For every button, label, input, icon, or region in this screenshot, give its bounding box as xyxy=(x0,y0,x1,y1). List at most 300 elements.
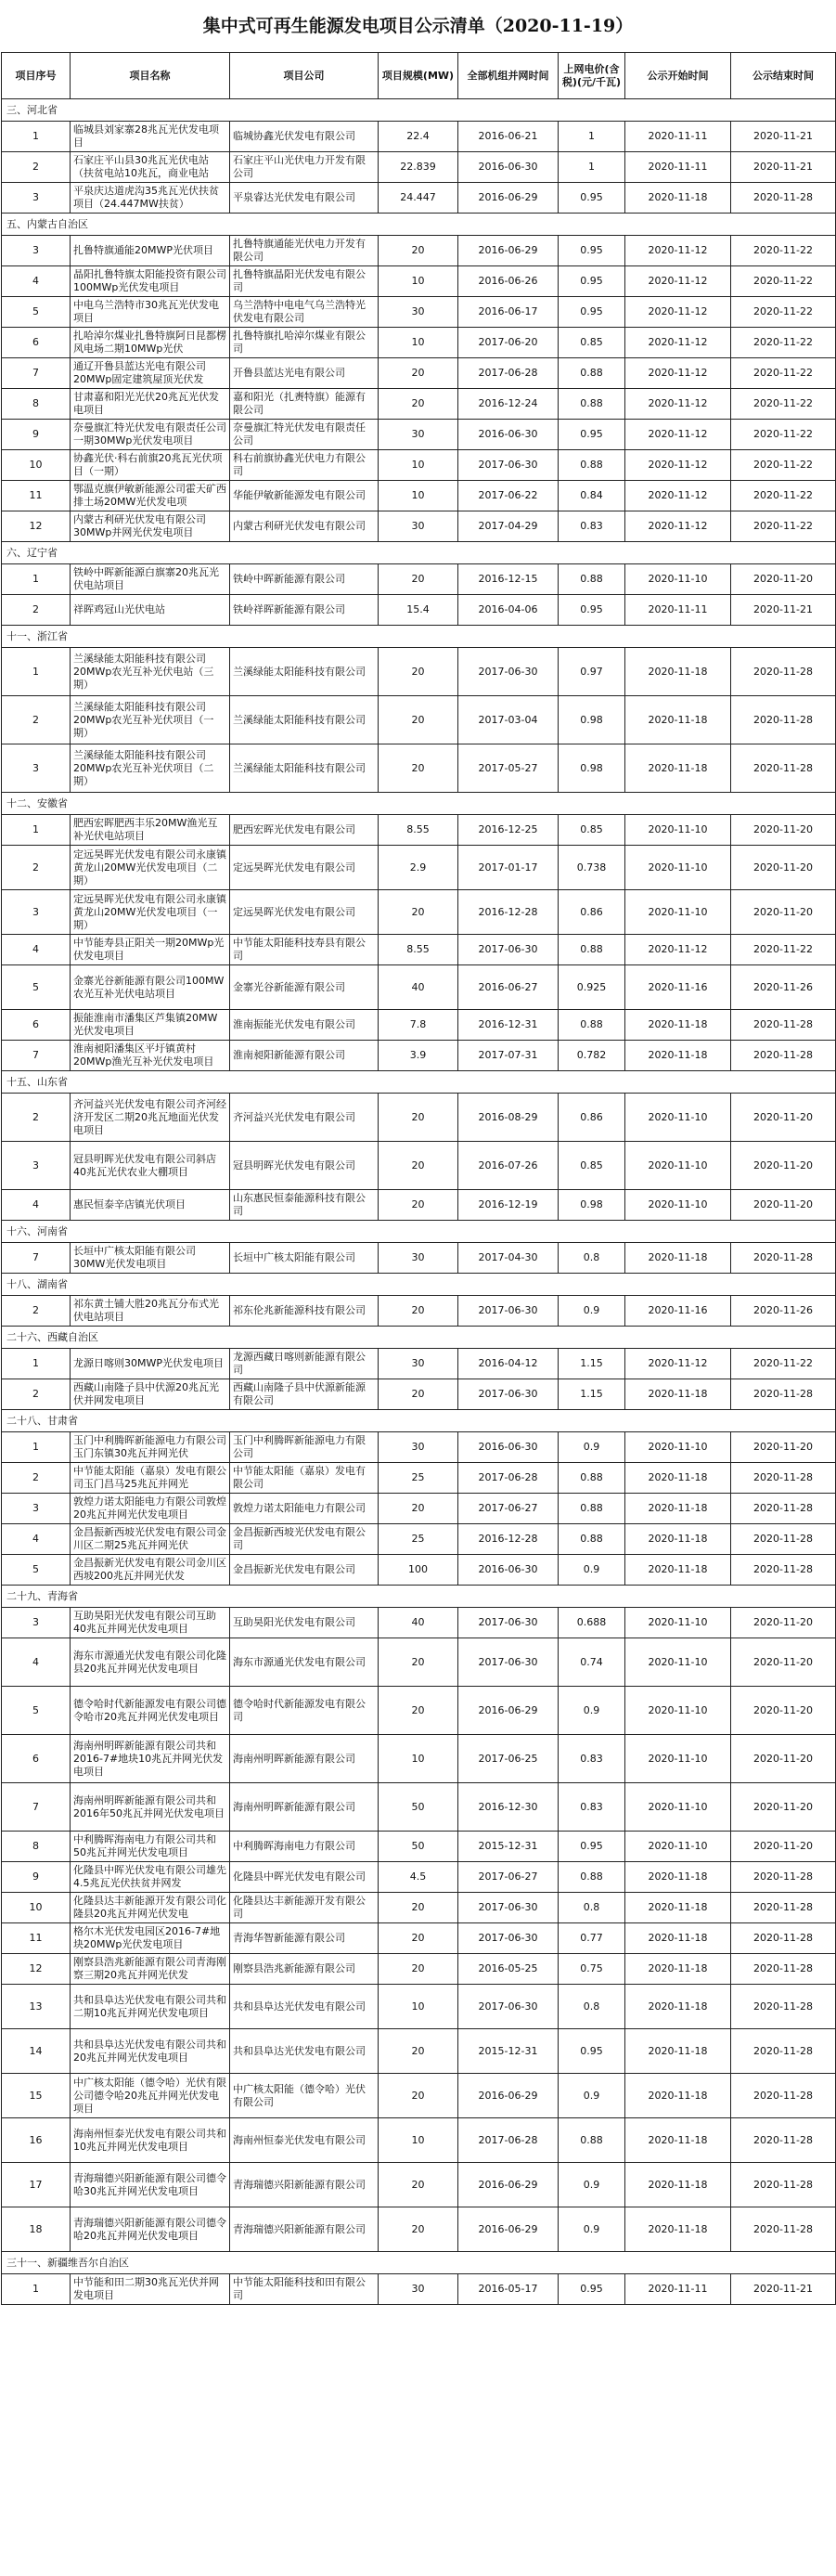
cell-start: 2020-11-18 xyxy=(625,1243,731,1274)
cell-end: 2020-11-28 xyxy=(731,1494,836,1524)
cell-company: 开鲁县蓝达光电有限公司 xyxy=(230,358,379,389)
cell-company: 中节能太阳能科技和田有限公司 xyxy=(230,2274,379,2305)
cell-no: 3 xyxy=(2,236,71,266)
table-row xyxy=(2,935,836,965)
cell-mw: 25 xyxy=(379,1463,458,1494)
cell-grid-time: 2017-06-28 xyxy=(458,358,559,389)
cell-grid-time: 2016-06-30 xyxy=(458,1555,559,1586)
cell-project-name: 扎哈淖尔煤业扎鲁特旗阿日昆都楞风电场二期10MWp光伏 xyxy=(71,328,230,358)
cell-project-name: 西藏山南隆子县中伏源20兆瓦光伏并网发电项目 xyxy=(71,1379,230,1410)
cell-price: 1 xyxy=(559,122,625,152)
cell-start: 2020-11-11 xyxy=(625,2274,731,2305)
cell-project-name: 通辽开鲁县蓝达光电有限公司20MWp固定建筑屋顶光伏发 xyxy=(71,358,230,389)
cell-start: 2020-11-12 xyxy=(625,328,731,358)
cell-end: 2020-11-21 xyxy=(731,122,836,152)
cell-grid-time: 2016-04-06 xyxy=(458,595,559,626)
table-row xyxy=(2,1296,836,1327)
cell-start: 2020-11-12 xyxy=(625,481,731,511)
cell-grid-time: 2016-12-25 xyxy=(458,815,559,846)
cell-end: 2020-11-22 xyxy=(731,266,836,297)
cell-start: 2020-11-12 xyxy=(625,511,731,542)
cell-mw: 30 xyxy=(379,1432,458,1463)
cell-company: 中节能太阳能科技寿县有限公司 xyxy=(230,935,379,965)
cell-company: 金寨光谷新能源有限公司 xyxy=(230,965,379,1010)
cell-project-name: 中节能太阳能（嘉泉）发电有限公司玉门昌马25兆瓦并网光 xyxy=(71,1463,230,1494)
cell-company: 中节能太阳能（嘉泉）发电有限公司 xyxy=(230,1463,379,1494)
table-row xyxy=(2,1379,836,1410)
province-row xyxy=(2,1221,836,1243)
cell-no: 11 xyxy=(2,481,71,511)
cell-start: 2020-11-12 xyxy=(625,297,731,328)
table-body xyxy=(2,99,836,2305)
cell-price: 0.925 xyxy=(559,965,625,1010)
cell-project-name: 长垣中广核太阳能有限公司30MW光伏发电项目 xyxy=(71,1243,230,1274)
table-row xyxy=(2,1923,836,1954)
cell-mw: 20 xyxy=(379,1142,458,1190)
cell-project-name: 中利腾晖海南电力有限公司共和50兆瓦并网光伏发电项目 xyxy=(71,1832,230,1862)
cell-grid-time: 2016-12-15 xyxy=(458,564,559,595)
cell-price: 0.97 xyxy=(559,648,625,696)
cell-company: 祁东伦兆新能源科技有限公司 xyxy=(230,1296,379,1327)
cell-project-name: 内蒙古利研光伏发电有限公司30MWp并网光伏发电项目 xyxy=(71,511,230,542)
cell-mw: 22.4 xyxy=(379,122,458,152)
cell-end: 2020-11-20 xyxy=(731,1094,836,1142)
cell-mw: 20 xyxy=(379,1296,458,1327)
cell-no: 16 xyxy=(2,2118,71,2163)
cell-project-name: 玉门中利腾晖新能源电力有限公司玉门东镇30兆瓦并网光伏 xyxy=(71,1432,230,1463)
table-row xyxy=(2,1463,836,1494)
province-label: 二十九、青海省 xyxy=(2,1586,836,1608)
cell-project-name: 齐河益兴光伏发电有限公司齐河经济开发区二期20兆瓦地面光伏发电项目 xyxy=(71,1094,230,1142)
table-row xyxy=(2,595,836,626)
province-label: 十八、湖南省 xyxy=(2,1274,836,1296)
cell-project-name: 扎鲁特旗通能20MWP光伏项目 xyxy=(71,236,230,266)
cell-end: 2020-11-20 xyxy=(731,1687,836,1735)
table-row xyxy=(2,328,836,358)
cell-grid-time: 2017-06-30 xyxy=(458,935,559,965)
cell-mw: 20 xyxy=(379,1379,458,1410)
cell-mw: 7.8 xyxy=(379,1010,458,1041)
cell-start: 2020-11-18 xyxy=(625,183,731,214)
cell-company: 青海瑞德兴阳新能源有限公司 xyxy=(230,2207,379,2252)
cell-mw: 20 xyxy=(379,564,458,595)
table-row xyxy=(2,420,836,450)
cell-company: 兰溪绿能太阳能科技有限公司 xyxy=(230,648,379,696)
province-label: 二十八、甘肃省 xyxy=(2,1410,836,1432)
table-row xyxy=(2,1010,836,1041)
cell-price: 0.8 xyxy=(559,1893,625,1923)
cell-grid-time: 2016-06-21 xyxy=(458,122,559,152)
cell-price: 0.88 xyxy=(559,1463,625,1494)
cell-grid-time: 2017-06-25 xyxy=(458,1735,559,1783)
cell-grid-time: 2016-06-27 xyxy=(458,965,559,1010)
cell-no: 15 xyxy=(2,2074,71,2118)
cell-mw: 20 xyxy=(379,1638,458,1687)
cell-grid-time: 2016-05-17 xyxy=(458,2274,559,2305)
cell-price: 0.75 xyxy=(559,1954,625,1985)
cell-project-name: 肥西宏晖肥西丰乐20MW渔光互补光伏电站项目 xyxy=(71,815,230,846)
cell-mw: 20 xyxy=(379,696,458,744)
cell-company: 中广核太阳能（德令哈）光伏有限公司 xyxy=(230,2074,379,2118)
cell-mw: 20 xyxy=(379,744,458,793)
cell-no: 4 xyxy=(2,1190,71,1221)
cell-project-name: 鄂温克旗伊敏新能源公司霍天矿西排土场20MW光伏发电项 xyxy=(71,481,230,511)
cell-grid-time: 2015-12-31 xyxy=(458,2029,559,2074)
province-row xyxy=(2,99,836,122)
cell-start: 2020-11-10 xyxy=(625,1190,731,1221)
cell-start: 2020-11-18 xyxy=(625,1954,731,1985)
cell-end: 2020-11-22 xyxy=(731,236,836,266)
cell-start: 2020-11-11 xyxy=(625,595,731,626)
cell-mw: 30 xyxy=(379,511,458,542)
cell-no: 9 xyxy=(2,1862,71,1893)
table-row xyxy=(2,1349,836,1379)
cell-start: 2020-11-18 xyxy=(625,2029,731,2074)
cell-project-name: 协鑫光伏·科右前旗20兆瓦光伏项目（一期） xyxy=(71,450,230,481)
cell-project-name: 中节能寿县正阳关一期20MWp光伏发电项目 xyxy=(71,935,230,965)
cell-mw: 10 xyxy=(379,266,458,297)
table-row xyxy=(2,152,836,183)
cell-start: 2020-11-18 xyxy=(625,1494,731,1524)
table-row xyxy=(2,564,836,595)
province-row xyxy=(2,626,836,648)
province-row xyxy=(2,1071,836,1094)
header-no: 项目序号 xyxy=(2,53,71,99)
cell-price: 0.9 xyxy=(559,2207,625,2252)
cell-grid-time: 2016-06-29 xyxy=(458,2207,559,2252)
cell-company: 铁岭中晖新能源有限公司 xyxy=(230,564,379,595)
cell-project-name: 共和县阜达光伏发电有限公司共和二期10兆瓦并网光伏发电项目 xyxy=(71,1985,230,2029)
province-label: 五、内蒙古自治区 xyxy=(2,214,836,236)
cell-price: 0.738 xyxy=(559,846,625,890)
province-label: 二十六、西藏自治区 xyxy=(2,1327,836,1349)
cell-mw: 20 xyxy=(379,236,458,266)
province-label: 三十一、新疆维吾尔自治区 xyxy=(2,2252,836,2274)
table-row xyxy=(2,2074,836,2118)
cell-no: 2 xyxy=(2,846,71,890)
cell-no: 18 xyxy=(2,2207,71,2252)
province-label: 三、河北省 xyxy=(2,99,836,122)
cell-no: 3 xyxy=(2,1142,71,1190)
cell-price: 0.88 xyxy=(559,2118,625,2163)
table-row xyxy=(2,266,836,297)
cell-grid-time: 2016-06-17 xyxy=(458,297,559,328)
cell-start: 2020-11-18 xyxy=(625,2207,731,2252)
cell-company: 共和县阜达光伏发电有限公司 xyxy=(230,1985,379,2029)
table-row xyxy=(2,1524,836,1555)
cell-grid-time: 2016-12-28 xyxy=(458,1524,559,1555)
cell-grid-time: 2016-06-29 xyxy=(458,1687,559,1735)
cell-price: 0.83 xyxy=(559,511,625,542)
cell-price: 0.8 xyxy=(559,1243,625,1274)
cell-price: 0.88 xyxy=(559,564,625,595)
cell-grid-time: 2017-06-30 xyxy=(458,648,559,696)
cell-end: 2020-11-22 xyxy=(731,328,836,358)
cell-price: 0.85 xyxy=(559,815,625,846)
table-row xyxy=(2,1190,836,1221)
cell-mw: 20 xyxy=(379,2207,458,2252)
cell-end: 2020-11-28 xyxy=(731,1555,836,1586)
cell-end: 2020-11-28 xyxy=(731,2207,836,2252)
header-grid-time: 全部机组并网时间 xyxy=(458,53,559,99)
cell-start: 2020-11-18 xyxy=(625,696,731,744)
cell-no: 4 xyxy=(2,266,71,297)
cell-mw: 20 xyxy=(379,648,458,696)
cell-price: 0.86 xyxy=(559,1094,625,1142)
cell-company: 中利腾晖海南电力有限公司 xyxy=(230,1832,379,1862)
cell-grid-time: 2016-12-24 xyxy=(458,389,559,420)
cell-mw: 40 xyxy=(379,1608,458,1638)
cell-mw: 20 xyxy=(379,1094,458,1142)
cell-grid-time: 2016-06-30 xyxy=(458,1432,559,1463)
cell-end: 2020-11-22 xyxy=(731,511,836,542)
cell-company: 兰溪绿能太阳能科技有限公司 xyxy=(230,744,379,793)
cell-no: 7 xyxy=(2,1783,71,1832)
cell-project-name: 共和县阜达光伏发电有限公司共和20兆瓦并网光伏发电项目 xyxy=(71,2029,230,2074)
cell-project-name: 铁岭中晖新能源白旗寨20兆瓦光伏电站项目 xyxy=(71,564,230,595)
cell-project-name: 金昌振新光伏发电有限公司金川区西坡200兆瓦并网光伏发 xyxy=(71,1555,230,1586)
cell-mw: 20 xyxy=(379,389,458,420)
cell-price: 0.83 xyxy=(559,1735,625,1783)
project-table xyxy=(1,52,836,2305)
cell-project-name: 互助昊阳光伏发电有限公司互助40兆瓦并网光伏发电项目 xyxy=(71,1608,230,1638)
cell-end: 2020-11-28 xyxy=(731,2118,836,2163)
cell-company: 金昌振新西坡光伏发电有限公司 xyxy=(230,1524,379,1555)
cell-price: 0.95 xyxy=(559,183,625,214)
table-row xyxy=(2,696,836,744)
cell-no: 5 xyxy=(2,1687,71,1735)
table-row xyxy=(2,1555,836,1586)
cell-no: 1 xyxy=(2,122,71,152)
cell-price: 0.77 xyxy=(559,1923,625,1954)
cell-project-name: 海南州明晖新能源有限公司共和2016-7#地块10兆瓦并网光伏发电项目 xyxy=(71,1735,230,1783)
cell-company: 山东惠民恒泰能源科技有限公司 xyxy=(230,1190,379,1221)
cell-company: 肥西宏晖光伏发电有限公司 xyxy=(230,815,379,846)
cell-project-name: 海南州明晖新能源有限公司共和2016年50兆瓦并网光伏发电项目 xyxy=(71,1783,230,1832)
cell-project-name: 甘肃嘉和阳光光伏20兆瓦光伏发电项目 xyxy=(71,389,230,420)
cell-no: 1 xyxy=(2,564,71,595)
cell-company: 龙源西藏日喀则新能源有限公司 xyxy=(230,1349,379,1379)
cell-mw: 10 xyxy=(379,481,458,511)
cell-company: 海东市源通光伏发电有限公司 xyxy=(230,1638,379,1687)
cell-no: 1 xyxy=(2,815,71,846)
cell-no: 14 xyxy=(2,2029,71,2074)
table-row xyxy=(2,1494,836,1524)
cell-no: 2 xyxy=(2,1296,71,1327)
cell-no: 5 xyxy=(2,965,71,1010)
cell-start: 2020-11-18 xyxy=(625,1555,731,1586)
cell-company: 玉门中利腾晖新能源电力有限公司 xyxy=(230,1432,379,1463)
cell-start: 2020-11-10 xyxy=(625,846,731,890)
table-row xyxy=(2,2029,836,2074)
cell-no: 7 xyxy=(2,1243,71,1274)
cell-company: 定远昊晖光伏发电有限公司 xyxy=(230,846,379,890)
cell-price: 0.85 xyxy=(559,328,625,358)
cell-end: 2020-11-22 xyxy=(731,389,836,420)
cell-mw: 20 xyxy=(379,1954,458,1985)
cell-no: 4 xyxy=(2,1638,71,1687)
cell-end: 2020-11-26 xyxy=(731,965,836,1010)
cell-project-name: 冠县明晖光伏发电有限公司斜店40兆瓦光伏农业大棚项目 xyxy=(71,1142,230,1190)
cell-no: 4 xyxy=(2,1524,71,1555)
cell-end: 2020-11-28 xyxy=(731,1379,836,1410)
cell-start: 2020-11-18 xyxy=(625,744,731,793)
cell-grid-time: 2017-06-28 xyxy=(458,2118,559,2163)
province-row xyxy=(2,793,836,815)
cell-end: 2020-11-28 xyxy=(731,183,836,214)
table-row xyxy=(2,744,836,793)
cell-company: 敦煌力诺太阳能电力有限公司 xyxy=(230,1494,379,1524)
cell-price: 0.95 xyxy=(559,2274,625,2305)
cell-price: 0.95 xyxy=(559,266,625,297)
cell-grid-time: 2017-04-30 xyxy=(458,1243,559,1274)
cell-grid-time: 2017-06-30 xyxy=(458,1923,559,1954)
cell-price: 0.9 xyxy=(559,1432,625,1463)
cell-mw: 15.4 xyxy=(379,595,458,626)
cell-mw: 30 xyxy=(379,1349,458,1379)
cell-mw: 30 xyxy=(379,2274,458,2305)
cell-start: 2020-11-12 xyxy=(625,935,731,965)
header-mw: 项目规模(MW) xyxy=(379,53,458,99)
cell-company: 化隆县中晖光伏发电有限公司 xyxy=(230,1862,379,1893)
cell-grid-time: 2017-06-30 xyxy=(458,1985,559,2029)
cell-no: 2 xyxy=(2,1094,71,1142)
table-row xyxy=(2,2274,836,2305)
cell-company: 扎鲁特旗扎哈淖尔煤业有限公司 xyxy=(230,328,379,358)
table-row xyxy=(2,1893,836,1923)
cell-no: 7 xyxy=(2,1041,71,1071)
cell-company: 刚察县浩兆新能源有限公司 xyxy=(230,1954,379,1985)
cell-project-name: 奈曼旗汇特光伏发电有限责任公司一期30MWp光伏发电项目 xyxy=(71,420,230,450)
cell-grid-time: 2016-12-28 xyxy=(458,890,559,935)
cell-grid-time: 2015-12-31 xyxy=(458,1832,559,1862)
cell-no: 1 xyxy=(2,1349,71,1379)
cell-price: 0.9 xyxy=(559,1555,625,1586)
cell-price: 0.95 xyxy=(559,595,625,626)
cell-price: 1.15 xyxy=(559,1349,625,1379)
cell-no: 5 xyxy=(2,1555,71,1586)
cell-no: 1 xyxy=(2,648,71,696)
cell-no: 2 xyxy=(2,595,71,626)
cell-grid-time: 2017-06-30 xyxy=(458,1638,559,1687)
cell-mw: 20 xyxy=(379,358,458,389)
cell-mw: 20 xyxy=(379,2074,458,2118)
cell-mw: 24.447 xyxy=(379,183,458,214)
cell-mw: 40 xyxy=(379,965,458,1010)
cell-grid-time: 2017-06-28 xyxy=(458,1463,559,1494)
cell-price: 0.98 xyxy=(559,744,625,793)
cell-end: 2020-11-20 xyxy=(731,1432,836,1463)
cell-no: 7 xyxy=(2,358,71,389)
cell-company: 乌兰浩特中电电气乌兰浩特光伏发电有限公司 xyxy=(230,297,379,328)
cell-start: 2020-11-18 xyxy=(625,1923,731,1954)
cell-mw: 30 xyxy=(379,297,458,328)
cell-mw: 20 xyxy=(379,1923,458,1954)
cell-mw: 30 xyxy=(379,420,458,450)
cell-mw: 8.55 xyxy=(379,935,458,965)
cell-project-name: 兰溪绿能太阳能科技有限公司20MWp农光互补光伏项目（一期） xyxy=(71,696,230,744)
cell-grid-time: 2017-06-22 xyxy=(458,481,559,511)
cell-project-name: 海东市源通光伏发电有限公司化隆县20兆瓦并网光伏发电项目 xyxy=(71,1638,230,1687)
cell-end: 2020-11-28 xyxy=(731,744,836,793)
cell-start: 2020-11-12 xyxy=(625,266,731,297)
cell-start: 2020-11-10 xyxy=(625,1142,731,1190)
cell-mw: 100 xyxy=(379,1555,458,1586)
cell-no: 1 xyxy=(2,2274,71,2305)
cell-end: 2020-11-28 xyxy=(731,1010,836,1041)
table-row xyxy=(2,1608,836,1638)
cell-price: 0.88 xyxy=(559,358,625,389)
cell-project-name: 格尔木光伏发电园区2016-7#地块20MWp光伏发电项目 xyxy=(71,1923,230,1954)
cell-end: 2020-11-20 xyxy=(731,846,836,890)
table-row xyxy=(2,1954,836,1985)
cell-company: 兰溪绿能太阳能科技有限公司 xyxy=(230,696,379,744)
cell-no: 17 xyxy=(2,2163,71,2207)
cell-project-name: 平泉庆达道虎沟35兆瓦光伏扶贫项目（24.447MW扶贫） xyxy=(71,183,230,214)
cell-no: 4 xyxy=(2,935,71,965)
cell-start: 2020-11-12 xyxy=(625,420,731,450)
cell-company: 内蒙古利研光伏发电有限公司 xyxy=(230,511,379,542)
table-row xyxy=(2,890,836,935)
cell-company: 化隆县达丰新能源开发有限公司 xyxy=(230,1893,379,1923)
cell-company: 德令哈时代新能源发电有限公司 xyxy=(230,1687,379,1735)
cell-grid-time: 2016-08-29 xyxy=(458,1094,559,1142)
cell-mw: 25 xyxy=(379,1524,458,1555)
cell-start: 2020-11-18 xyxy=(625,1041,731,1071)
cell-start: 2020-11-18 xyxy=(625,648,731,696)
cell-company: 淮南振能光伏发电有限公司 xyxy=(230,1010,379,1041)
cell-mw: 20 xyxy=(379,1893,458,1923)
cell-start: 2020-11-10 xyxy=(625,1783,731,1832)
cell-price: 1.15 xyxy=(559,1379,625,1410)
header-company: 项目公司 xyxy=(230,53,379,99)
cell-end: 2020-11-21 xyxy=(731,595,836,626)
cell-mw: 3.9 xyxy=(379,1041,458,1071)
table-row xyxy=(2,297,836,328)
cell-end: 2020-11-20 xyxy=(731,1608,836,1638)
table-row xyxy=(2,1243,836,1274)
cell-price: 0.88 xyxy=(559,935,625,965)
cell-company: 铁岭祥晖新能源有限公司 xyxy=(230,595,379,626)
cell-project-name: 石家庄平山县30兆瓦光伏电站（扶贫电站10兆瓦，商业电站 xyxy=(71,152,230,183)
province-row xyxy=(2,1327,836,1349)
cell-no: 8 xyxy=(2,1832,71,1862)
cell-start: 2020-11-10 xyxy=(625,815,731,846)
cell-start: 2020-11-16 xyxy=(625,965,731,1010)
cell-project-name: 淮南昶阳潘集区平圩镇黄村20MWp渔光互补光伏发电项目 xyxy=(71,1041,230,1071)
cell-end: 2020-11-28 xyxy=(731,1893,836,1923)
cell-project-name: 金昌振新西坡光伏发电有限公司金川区二期25兆瓦并网光伏 xyxy=(71,1524,230,1555)
table-row xyxy=(2,648,836,696)
cell-end: 2020-11-28 xyxy=(731,2163,836,2207)
province-label: 十一、浙江省 xyxy=(2,626,836,648)
cell-company: 华能伊敏新能源发电有限公司 xyxy=(230,481,379,511)
cell-mw: 10 xyxy=(379,450,458,481)
cell-start: 2020-11-10 xyxy=(625,1432,731,1463)
cell-start: 2020-11-10 xyxy=(625,1735,731,1783)
table-row xyxy=(2,1783,836,1832)
cell-price: 0.88 xyxy=(559,1524,625,1555)
cell-end: 2020-11-28 xyxy=(731,696,836,744)
cell-company: 青海华智新能源有限公司 xyxy=(230,1923,379,1954)
cell-mw: 10 xyxy=(379,1735,458,1783)
cell-grid-time: 2017-06-20 xyxy=(458,328,559,358)
table-row xyxy=(2,1862,836,1893)
cell-project-name: 青海瑞德兴阳新能源有限公司德令哈20兆瓦并网光伏发电项目 xyxy=(71,2207,230,2252)
page-title: 集中式可再生能源发电项目公示清单（2020-11-19） xyxy=(202,16,634,36)
table-row xyxy=(2,965,836,1010)
cell-project-name: 中广核太阳能（德令哈）光伏有限公司德令哈20兆瓦并网光伏发电项目 xyxy=(71,2074,230,2118)
